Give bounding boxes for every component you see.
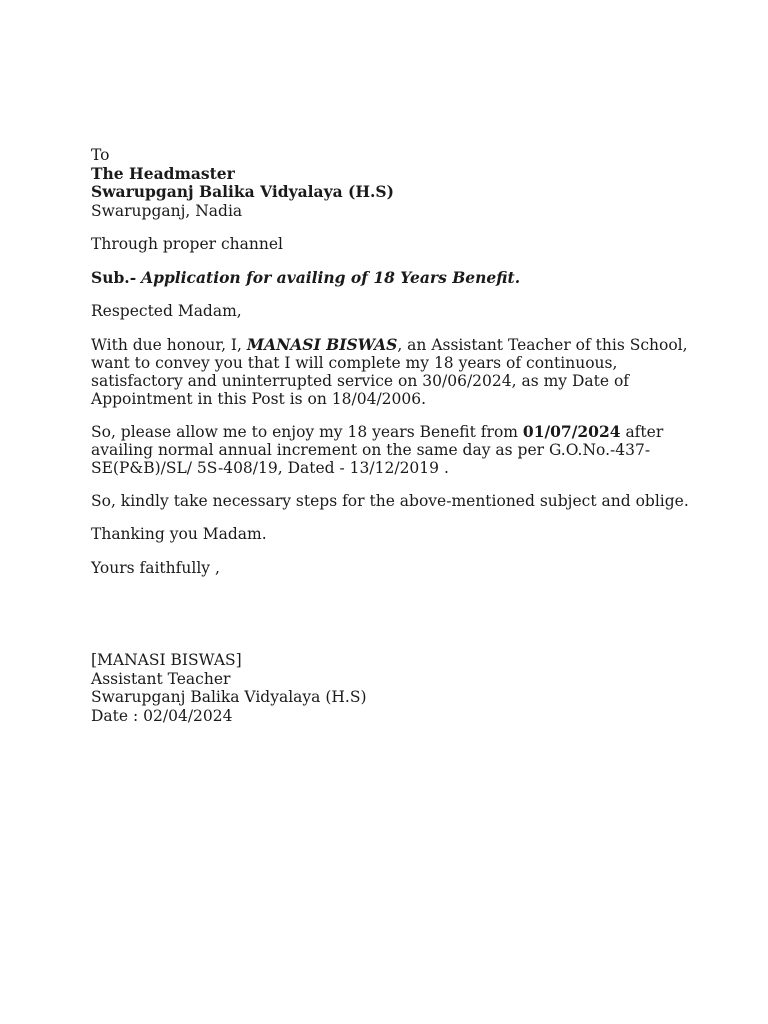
recipient-address	[91, 146, 691, 220]
paragraph-3: So, kindly take necessary steps for the above-mentioned subject and oblige.	[91, 491, 689, 510]
signature-name: [MANASI BISWAS]	[91, 651, 242, 669]
closing-line: Yours faithfully ,	[91, 558, 220, 577]
letter-body	[91, 146, 691, 725]
paragraph-2	[91, 423, 691, 477]
benefit-date: 01/07/2024	[522, 421, 621, 441]
signature-block	[91, 651, 691, 725]
teacher-name: MANASI BISWAS	[246, 334, 398, 354]
subject-prefix: Sub.-	[91, 267, 137, 287]
address-school: Swarupganj Balika Vidyalaya (H.S)	[91, 182, 394, 201]
address-place: Swarupganj, Nadia	[91, 201, 243, 220]
paragraph-1	[91, 336, 691, 408]
signature-date: Date : 02/04/2024	[91, 706, 233, 725]
signature-designation: Assistant Teacher	[91, 669, 231, 688]
address-to: To	[91, 146, 110, 164]
address-recipient: The Headmaster	[91, 163, 235, 183]
thanks-line: Thanking you Madam.	[91, 525, 267, 543]
subject-line	[91, 269, 691, 288]
paragraph-1-part2: , an Assistant Teacher of this School, want to convey you that I will complete my 18 years of continuous, satisfactory and uninterrupted service on 30/06/2024, as my Date of Appointment in this Post is on 18/04/2006.	[91, 335, 688, 408]
subject-text: Application for availing of 18 Years Benefit.	[141, 267, 521, 287]
salutation: Respected Madam,	[91, 302, 242, 320]
paragraph-2-part2: after availing normal annual increment on the same day as per G.O.No.-437-SE(P&B)/SL/ 5S-408/19, Dated - 13/12/2019 .	[91, 422, 664, 477]
paragraph-2-part1: So, please allow me to enjoy my 18 years Benefit from	[91, 422, 523, 441]
paragraph-1-part1: With due honour, I,	[91, 335, 247, 354]
channel-line: Through proper channel	[91, 235, 283, 253]
signature-school: Swarupganj Balika Vidyalaya (H.S)	[91, 688, 367, 706]
